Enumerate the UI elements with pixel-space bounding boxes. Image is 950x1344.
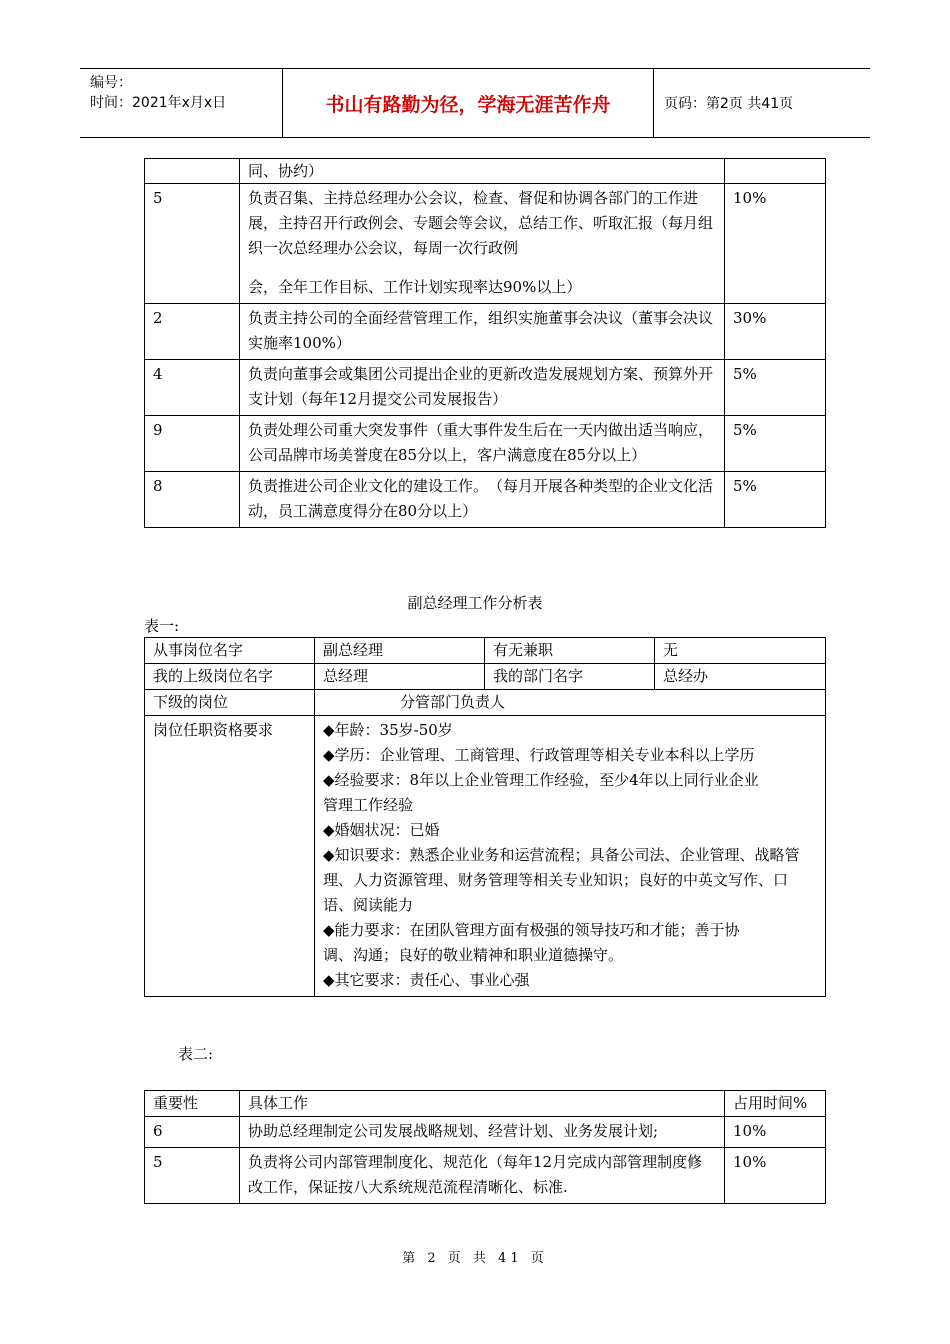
time-cell: 10% — [725, 1117, 826, 1148]
table-row — [145, 416, 826, 472]
superior-value: 总经理 — [315, 664, 485, 690]
table-row — [145, 638, 826, 664]
section-title: 副总经理工作分析表 — [407, 594, 543, 612]
superior-label: 我的上级岗位名字 — [145, 664, 315, 690]
task-cell: 负责向董事会或集团公司提出企业的更新改造发展规划方案、预算外开支计划（每年12月提交公司发展报告） — [240, 360, 725, 416]
task-text: 负责召集、主持总经理办公会议，检查、督促和协调各部门的工作进展，主持召开行政例会、专题会等会议，总结工作、听取汇报（每月组织一次总经理办公会议，每周一次行政例 — [248, 189, 714, 257]
qualification-list — [315, 716, 826, 997]
time-cell: 10% — [725, 1148, 826, 1204]
table-header-row — [145, 1091, 826, 1117]
rank-cell: 8 — [145, 472, 240, 528]
page-footer: 第 2 页 共 41 页 — [402, 1251, 548, 1266]
qualification-label: 岗位任职资格要求 — [145, 716, 315, 997]
header-page-info: 页码：第2页 共41页 — [664, 96, 794, 112]
table-row — [145, 184, 826, 304]
header-motto: 书山有路勤为径，学海无涯苦作舟 — [282, 69, 654, 137]
qualification-item: ◆知识要求：熟悉企业业务和运营流程；具备公司法、企业管理、战略管理、人力资源管理、财务管理等相关专业知识；良好的中英文写作、口语、阅读能力 — [323, 846, 800, 914]
rank-cell: 9 — [145, 416, 240, 472]
document-number-label: 编号： — [90, 75, 132, 91]
rank-cell: 4 — [145, 360, 240, 416]
time-cell: 5% — [725, 416, 826, 472]
table-row — [145, 159, 826, 184]
rank-cell: 2 — [145, 304, 240, 360]
rank-cell: 6 — [145, 1117, 240, 1148]
table-row — [145, 664, 826, 690]
task-cell: 负责处理公司重大突发事件（重大事件发生后在一天内做出适当响应，公司品牌市场美誉度在85分以上，客户满意度在85分以上） — [240, 416, 725, 472]
table-one-label: 表一: — [144, 617, 180, 635]
time-cell: 10% — [725, 184, 826, 304]
qualification-item: ◆其它要求：责任心、事业心强 — [323, 971, 530, 989]
department-value: 总经办 — [655, 664, 826, 690]
job-info-table — [144, 637, 826, 997]
table-two-label: 表二: — [178, 1045, 214, 1063]
header-rank: 重要性 — [145, 1091, 240, 1117]
table-row — [145, 1117, 826, 1148]
header-time: 占用时间% — [725, 1091, 826, 1117]
time-cell: 5% — [725, 472, 826, 528]
qualification-item: ◆能力要求：在团队管理方面有极强的领导技巧和才能；善于协调、沟通；良好的敬业精神和职业道德操守。 — [323, 921, 740, 964]
task-cell: 负责将公司内部管理制度化、规范化（每年12月完成内部管理制度修改工作，保证按八大系统规范流程清晰化、标准. — [240, 1148, 725, 1204]
task-cell: 同、协约） — [240, 159, 725, 184]
qualification-item: ◆学历：企业管理、工商管理、行政管理等相关专业本科以上学历 — [323, 746, 755, 764]
table-row — [145, 690, 826, 716]
time-cell — [725, 159, 826, 184]
subordinate-value: 分管部门负责人 — [315, 690, 826, 716]
concurrent-value: 无 — [655, 638, 826, 664]
position-label: 从事岗位名字 — [145, 638, 315, 664]
rank-cell: 5 — [145, 1148, 240, 1204]
task-text-continued: 会，全年工作目标、工作计划实现率达90%以上） — [248, 278, 582, 296]
header-meta — [80, 69, 280, 141]
department-label: 我的部门名字 — [485, 664, 655, 690]
document-date: 时间：2021年x月x日 — [90, 95, 227, 111]
duties-table-continued — [144, 158, 826, 528]
rank-cell: 5 — [145, 184, 240, 304]
rank-cell — [145, 159, 240, 184]
table-row — [145, 1148, 826, 1204]
duties-table — [144, 1090, 826, 1204]
qualification-item: ◆经验要求：8年以上企业管理工作经验，至少4年以上同行业企业管理工作经验 — [323, 771, 759, 814]
task-cell — [240, 184, 725, 304]
table-row — [145, 472, 826, 528]
task-cell: 负责推进公司企业文化的建设工作。 （每月开展各种类型的企业文化活动，员工满意度得分在80分以上） — [240, 472, 725, 528]
table-row — [145, 716, 826, 997]
time-cell: 30% — [725, 304, 826, 360]
page-header — [80, 68, 870, 138]
header-task: 具体工作 — [240, 1091, 725, 1117]
task-cell: 协助总经理制定公司发展战略规划、经营计划、业务发展计划; — [240, 1117, 725, 1148]
table-row — [145, 360, 826, 416]
position-value: 副总经理 — [315, 638, 485, 664]
table-row — [145, 304, 826, 360]
task-cell: 负责主持公司的全面经营管理工作，组织实施董事会决议（董事会决议实施率100%） — [240, 304, 725, 360]
qualification-item: ◆年龄：35岁-50岁 — [323, 721, 453, 739]
time-cell: 5% — [725, 360, 826, 416]
concurrent-label: 有无兼职 — [485, 638, 655, 664]
qualification-item: ◆婚姻状况：已婚 — [323, 821, 440, 839]
subordinate-label: 下级的岗位 — [145, 690, 315, 716]
